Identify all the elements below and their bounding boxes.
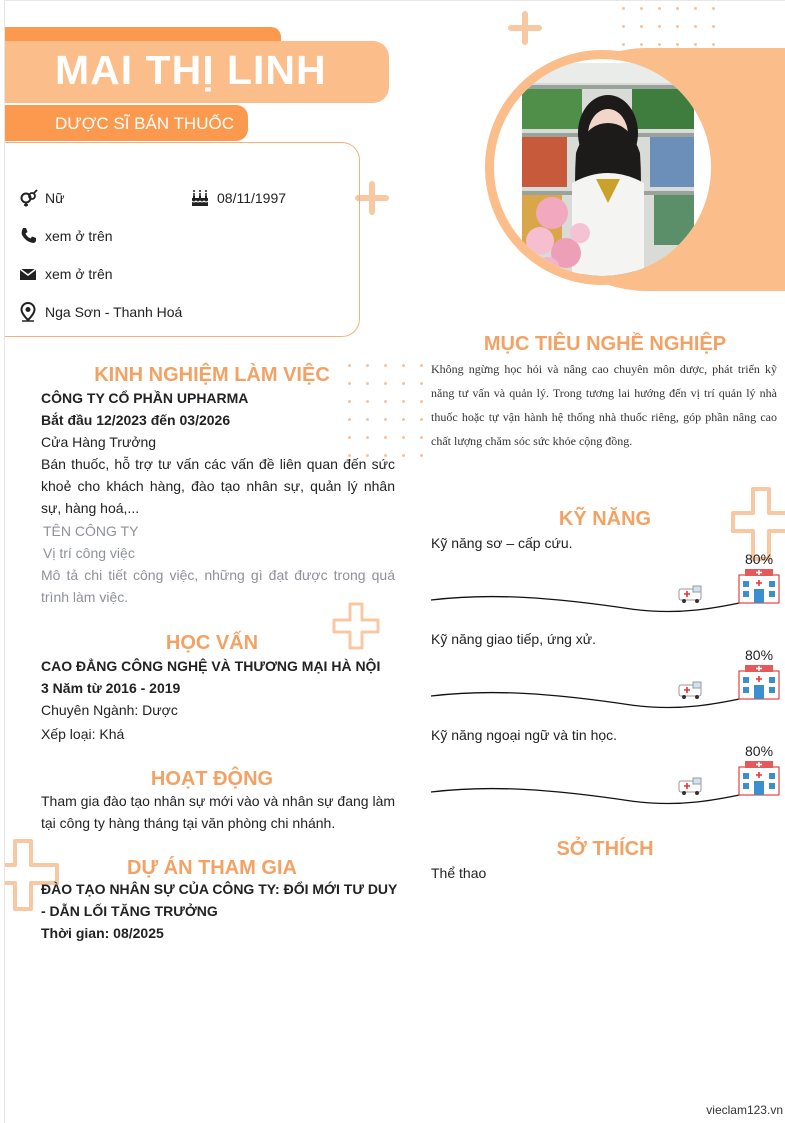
footer-watermark: vieclam123.vn [706,1103,783,1117]
birthday-cake-icon [190,188,210,208]
hospital-icon [739,761,779,795]
ambulance-icon [679,586,701,603]
phone-row [18,226,113,246]
candidate-name: MAI THỊ LINH [55,47,327,93]
experience-placeholder-description: Mô tả chi tiết công việc, những gì đạt được trong quá trình làm việc. [41,567,395,605]
education-school: CAO ĐẲNG CÔNG NGHỆ VÀ THƯƠNG MẠI HÀ NỘI [41,658,381,674]
skill-label: Kỹ năng sơ – cấp cứu. [431,535,573,551]
education-grade: Xếp loại: Khá [41,726,125,742]
plus-decoration-icon [508,11,542,45]
address-value: Nga Sơn - Thanh Hoá [45,304,183,320]
birthday-value: 08/11/1997 [217,190,287,206]
education-period: 3 Năm từ 2016 - 2019 [41,680,181,696]
email-row [18,264,113,284]
profile-photo [522,63,694,283]
plus-decoration-icon [355,181,389,215]
skill-progress-track [431,759,781,811]
skill-percent: 80% [745,743,774,759]
skills-heading: KỸ NĂNG [558,508,652,530]
gender-icon [18,188,38,208]
education-heading: HỌC VẤN [165,632,259,654]
email-value: xem ở trên [45,266,113,282]
profile-photo-frame [485,50,720,285]
skill-percent: 80% [745,551,774,567]
skill-label: Kỹ năng ngoại ngữ và tin học. [431,727,618,743]
experience-placeholder-position: Vị trí công việc [43,545,135,561]
experience-description: Bán thuốc, hỗ trợ tư vấn các vấn đề liên quan đến sức khoẻ cho khách hàng, đào tạo nhân sự, quản lý nhân sự, hàng hoá,... [41,456,395,516]
location-pin-icon [18,302,38,322]
skill-progress-track [431,567,781,619]
skill-percent: 80% [745,647,774,663]
gender-value: Nữ [45,190,65,206]
birthday-row [190,188,286,208]
hospital-icon [739,569,779,603]
cv-page [4,0,785,1123]
experience-heading: KINH NGHIỆM LÀM VIỆC [94,364,330,386]
experience-period: Bắt đầu 12/2023 đến 03/2026 [41,412,231,428]
job-title: DƯỢC SĨ BÁN THUỐC [55,114,234,133]
skill-label: Kỹ năng giao tiếp, ứng xử. [431,631,597,647]
project-time: Thời gian: 08/2025 [41,925,164,941]
ambulance-icon [679,682,701,699]
ambulance-icon [679,778,701,795]
phone-icon [18,226,38,246]
objective-heading: MỤC TIÊU NGHỀ NGHIỆP [483,333,727,355]
hobbies-heading: SỞ THÍCH [556,838,654,860]
objective-text: Không ngừng học hỏi và nâng cao chuyên môn dược, phát triển kỹ năng tư vấn và quản lý. Trong tương lai hướng đến vị trí quản lý nhà thuốc hoặc tự vận hành hệ thống nhà thuốc riêng, góp phần nâng cao chất lượng chăm sóc sức khỏe cộng đồng. [431,362,777,448]
experience-placeholder-company: TÊN CÔNG TY [43,523,139,539]
hospital-icon [739,665,779,699]
experience-position: Cửa Hàng Trưởng [41,434,157,450]
project-name: ĐÀO TẠO NHÂN SỰ CỦA CÔNG TY: ĐỔI MỚI TƯ DUY - DẪN LỐI TĂNG TRƯỞNG [41,881,398,919]
hobbies-text: Thể thao [431,865,487,881]
activities-heading: HOẠT ĐỘNG [150,768,274,790]
email-icon [18,264,38,284]
experience-company: CÔNG TY CỔ PHẦN UPHARMA [41,390,249,406]
skill-progress-track [431,663,781,715]
activities-description: Tham gia đào tạo nhân sự mới vào và nhân sự đang làm tại công ty hàng tháng tại văn phòng chi nhánh. [41,793,396,831]
gender-row [18,188,64,208]
education-major: Chuyên Ngành: Dược [41,702,178,718]
projects-heading: DỰ ÁN THAM GIA [127,857,297,879]
phone-value: xem ở trên [45,228,113,244]
dot-pattern [622,7,715,46]
address-row [18,302,182,322]
